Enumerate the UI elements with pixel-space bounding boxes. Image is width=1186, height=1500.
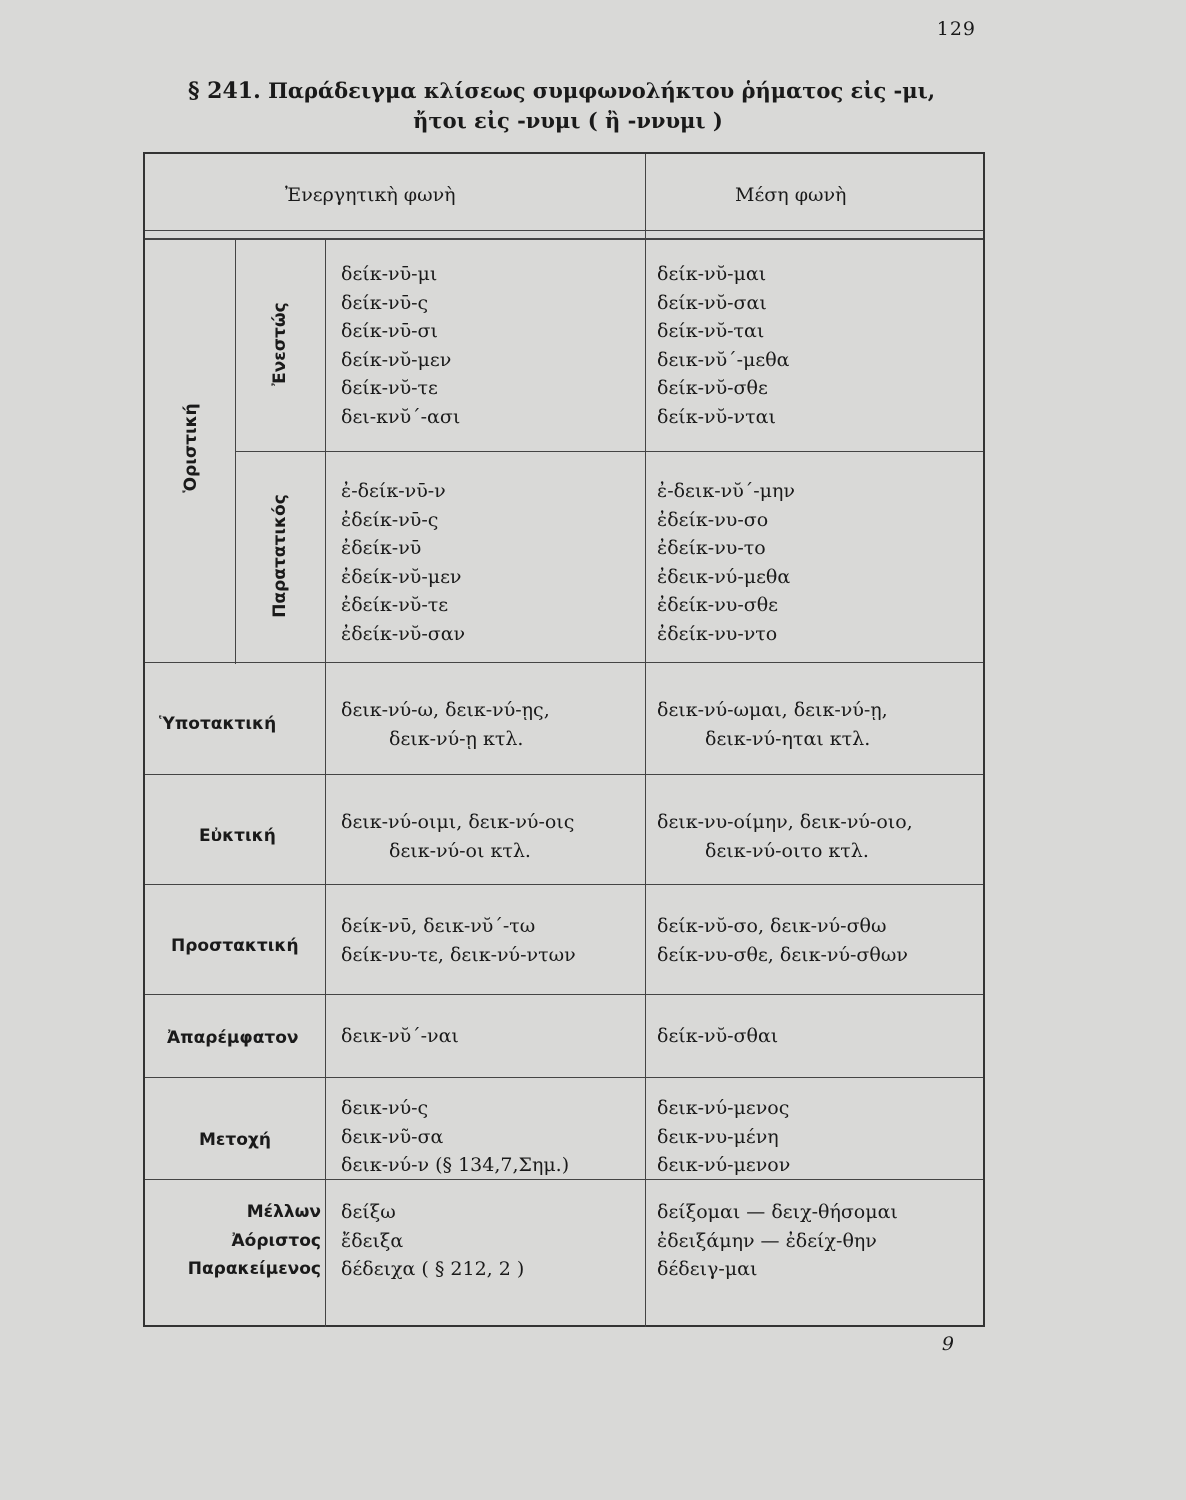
row-divider-4	[145, 994, 983, 995]
tense-divider	[235, 451, 983, 452]
header-divider	[645, 154, 646, 240]
prostaktiki-middle: δείκ-νῠ-σο, δεικ-νύ-σθω δείκ-νυ-σθε, δεικ-νύ-σθων	[657, 915, 908, 966]
enestos-active: δείκ-νῡ-μι δείκ-νῡ-ς δείκ-νῡ-σι δείκ-νῠ-μεν δείκ-νῠ-τε δει-κνῠ΄-ασι	[341, 263, 461, 428]
label-column-divider	[325, 240, 326, 1327]
header-rule-2	[145, 238, 983, 240]
ypotaktiki-active: δεικ-νύ-ω, δεικ-νύ-ῃς, δεικ-νύ-ῃ κτλ.	[341, 699, 550, 750]
prostaktiki-active: δείκ-νῡ, δεικ-νῠ΄-τω δείκ-νυ-τε, δεικ-νύ-ντων	[341, 915, 576, 966]
efktiki-middle: δεικ-νυ-οίμην, δεικ-νύ-οιο, δεικ-νύ-οιτο κτλ.	[657, 811, 913, 862]
metochi-active: δεικ-νύ-ς δεικ-νῦ-σα δεικ-νύ-ν (§ 134,7,Σημ.)	[341, 1097, 570, 1176]
page-number-top: 129	[936, 18, 976, 40]
prostaktiki-label: Προστακτική	[171, 936, 299, 956]
heading-line-2: ἤτοι εἰς -νυμι ( ἢ -ννυμι )	[413, 108, 723, 133]
section-number: § 241.	[188, 78, 261, 104]
aparemfaton-active: δεικ-νῠ΄-ναι	[341, 1025, 459, 1047]
aparemfaton-middle: δείκ-νῠ-σθαι	[657, 1025, 779, 1047]
heading-line-1: Παράδειγμα κλίσεως συμφωνολήκτου ῥήματος εἰς -μι,	[268, 78, 936, 103]
efktiki-active: δεικ-νύ-οιμι, δεικ-νύ-οις δεικ-νύ-οι κτλ.	[341, 811, 575, 862]
other-tenses-active: δείξω ἔδειξα δέδειχα ( § 212, 2 )	[341, 1201, 525, 1280]
paratatikos-active: ἐ-δείκ-νῡ-ν ἐδείκ-νῡ-ς ἐδείκ-νῡ ἐδείκ-νῠ-μεν ἐδείκ-νῠ-τε ἐδείκ-νῠ-σαν	[341, 480, 466, 645]
oristiki-label: Ὁριστική	[181, 403, 201, 493]
paratatikos-middle: ἐ-δεικ-νῠ΄-μην ἐδείκ-νυ-σο ἐδείκ-νυ-το ἐδεικ-νύ-μεθα ἐδείκ-νυ-σθε ἐδείκ-νυ-ντο	[657, 480, 795, 645]
other-tenses-labels: Μέλλων Ἀόριστος Παρακείμενος	[187, 1202, 321, 1279]
middle-voice-header: Μέση φωνὴ	[735, 184, 847, 206]
header-rule-1	[145, 230, 983, 231]
efktiki-label: Εὐκτική	[199, 826, 276, 846]
enestos-middle: δείκ-νῠ-μαι δείκ-νῠ-σαι δείκ-νῠ-ται δεικ-νῠ΄-μεθα δείκ-νῠ-σθε δείκ-νῠ-νται	[657, 263, 790, 428]
aparemfaton-label: Ἀπαρέμφατον	[167, 1028, 299, 1048]
paratatikos-label: Παρατατικός	[270, 494, 290, 618]
row-divider-1	[145, 662, 983, 663]
row-divider-3	[145, 884, 983, 885]
metochi-middle: δεικ-νύ-μενος δεικ-νυ-μένη δεικ-νύ-μενον	[657, 1097, 791, 1176]
voice-divider	[645, 240, 646, 1327]
page-number-bottom: 9	[941, 1333, 954, 1355]
conjugation-table	[143, 152, 985, 1327]
mood-label-divider	[235, 240, 236, 664]
metochi-label: Μετοχή	[199, 1130, 271, 1150]
ypotaktiki-label: Ὑποτακτική	[159, 714, 277, 734]
row-divider-5	[145, 1077, 983, 1078]
enestos-label: Ἐνεστώς	[270, 302, 290, 386]
other-tenses-middle: δείξομαι — δειχ-θήσομαι ἐδειξάμην — ἐδείχ-θην δέδειγ-μαι	[657, 1201, 898, 1280]
row-divider-2	[145, 774, 983, 775]
active-voice-header: Ἐνεργητικὴ φωνὴ	[285, 184, 456, 206]
section-heading	[188, 78, 948, 133]
ypotaktiki-middle: δεικ-νύ-ωμαι, δεικ-νύ-ῃ, δεικ-νύ-ηται κτλ.	[657, 699, 888, 750]
